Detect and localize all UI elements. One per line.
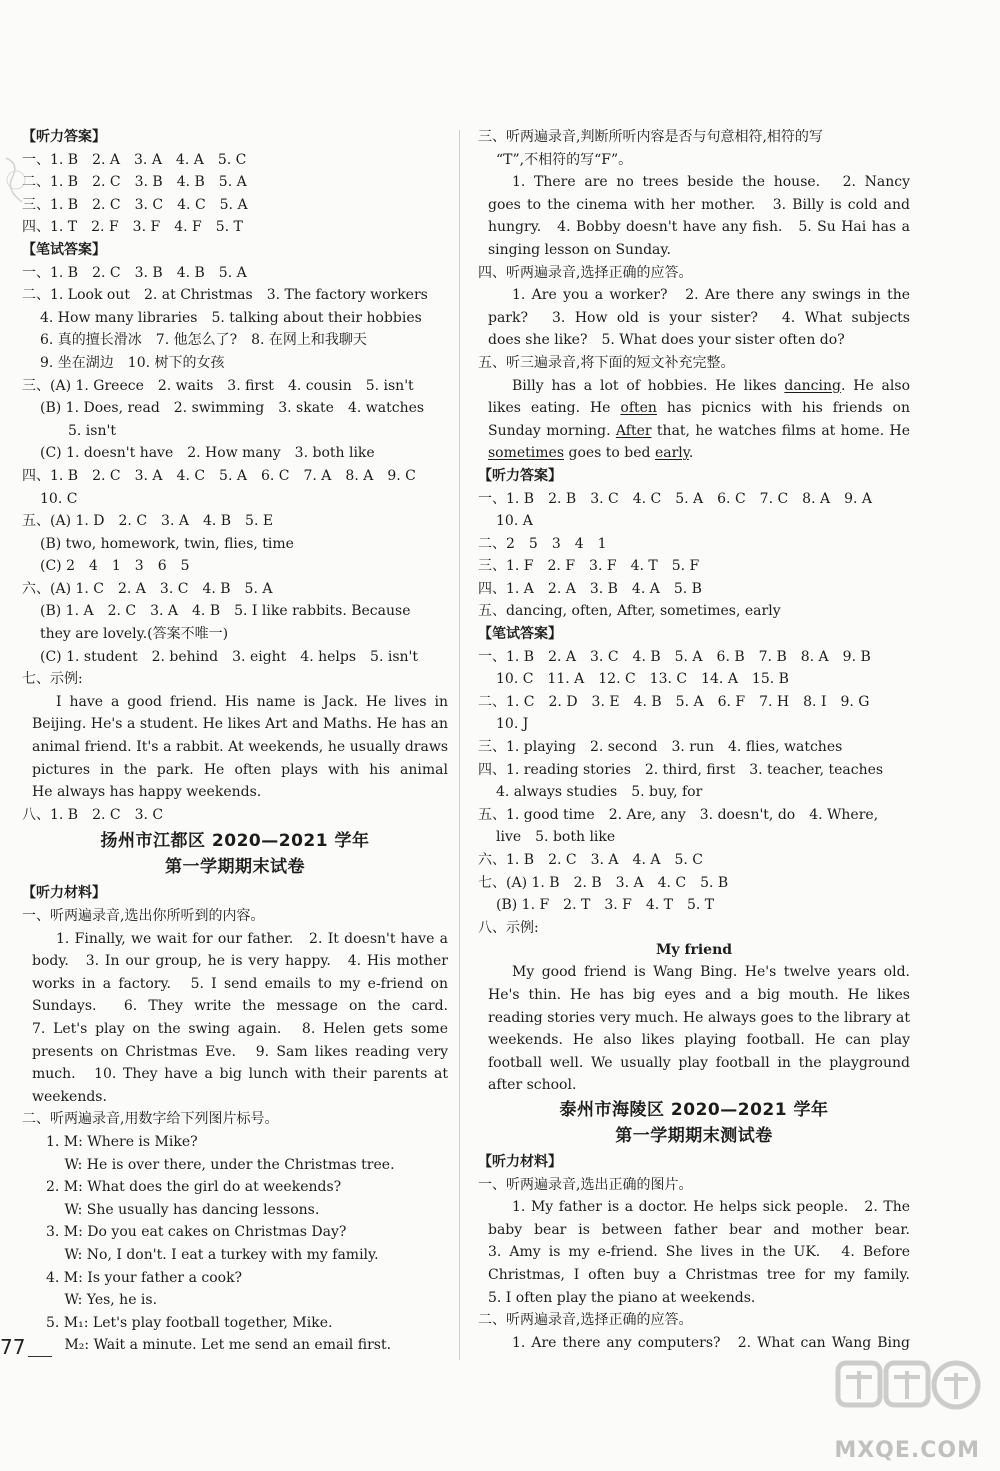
answer-line: 一、1. B 2. B 3. C 4. C 5. A 6. C 7. C 8. A 9. A [478, 490, 873, 507]
cloze-text: Sunday morning. [488, 422, 616, 439]
cloze-text: has picnics with his friends on [656, 400, 910, 417]
watermark-url: MXQE.COM [834, 1438, 980, 1463]
essay-line: He's thin. He has big eyes and a big mouth. He likes [488, 986, 910, 1003]
dialog-line: 3. M: Do you eat cakes on Christmas Day? [46, 1224, 347, 1241]
cloze-paragraph [478, 375, 910, 465]
listening-line: weekends. [32, 1088, 107, 1105]
listening-line: 7. Let's play on the swing again. 8. Helen gets some [32, 1020, 448, 1037]
answer-line: 6. 真的擅长滑冰 7. 他怎么了? 8. 在网上和我聊天 [40, 332, 367, 349]
cloze-text: Billy has a lot of hobbies. He likes [512, 377, 785, 394]
answer-line: 10. J [496, 716, 529, 733]
listening-line: singing lesson on Sunday. [488, 241, 671, 258]
cloze-text: . He also [840, 377, 910, 394]
essay-line: My good friend is Wang Bing. He's twelve years old. [512, 964, 910, 981]
cloze-answer: early [654, 445, 689, 462]
answer-line: (B) 1. Does, read 2. swimming 3. skate 4. watches [40, 400, 425, 417]
section-title: 扬州市江都区 2020—2021 学年 [100, 831, 370, 852]
answer-line: 八、1. B 2. C 3. C [22, 806, 164, 823]
dialog-line: W: He is over there, under the Christmas tree. [46, 1156, 395, 1173]
answer-line: 五、dancing, often, After, sometimes, early [478, 603, 781, 620]
section-label: “T”,不相符的写“F”。 [496, 151, 633, 168]
answer-line: (B) two, homework, twin, flies, time [40, 535, 294, 552]
answer-line: (B) 1. A 2. C 3. A 4. B 5. I like rabbits. Because [40, 603, 411, 620]
section-label: 二、听两遍录音,用数字给下列图片标号。 [22, 1111, 279, 1128]
answer-line: 二、1. B 2. C 3. B 4. B 5. A [22, 174, 247, 191]
section-subtitle: 第一学期期末试卷 [165, 857, 305, 878]
listening-line: 1. Are you a worker? 2. Are there any swings in the [512, 287, 910, 304]
example-label: 七、示例: [22, 671, 83, 688]
section-label: 一、听两遍录音,选出正确的图片。 [478, 1176, 693, 1193]
answer-line: 八、示例: [478, 919, 539, 936]
left-column [22, 126, 448, 1357]
dialog-line: W: She usually has dancing lessons. [46, 1201, 320, 1218]
answer-line: 【听力答案】 [22, 129, 106, 145]
answer-line: 【听力答案】 [478, 467, 562, 484]
answer-line: 四、1. T 2. F 3. F 4. F 5. T [22, 219, 243, 236]
answer-line: 四、1. reading stories 2. third, first 3. teacher, teaches [478, 761, 884, 778]
cloze-line [488, 420, 910, 443]
dialog-line: W: No, I don't. I eat a turkey with my family. [46, 1246, 379, 1263]
answer-line: 三、1. F 2. F 3. F 4. T 5. F [478, 558, 700, 575]
right-answer-block [478, 465, 910, 939]
cloze-line [488, 397, 910, 420]
answer-line: 4. How many libraries 5. talking about their hobbies [40, 309, 422, 326]
cloze-text: likes eating. He [488, 400, 621, 417]
listening-line: Sundays. 6. They write the message on the card. [32, 998, 448, 1015]
answer-line: 五、(A) 1. D 2. C 3. A 4. B 5. E [22, 513, 274, 530]
dialog-line: 4. M: Is your father a cook? [46, 1269, 243, 1286]
cloze-answer: After [615, 422, 652, 439]
dialog-line: 2. M: What does the girl do at weekends? [46, 1179, 342, 1196]
example-line: He always has happy weekends. [32, 784, 262, 801]
section-label: 四、听两遍录音,选择正确的应答。 [478, 264, 693, 281]
listening-line: 1. Finally, we wait for our father. 2. It doesn't have a [56, 930, 448, 947]
section-label: 二、听两遍录音,选择正确的应答。 [478, 1312, 693, 1329]
cloze-text: that, he watches films at home. He [651, 422, 910, 439]
essay-line: football well. We usually play football in the playground [488, 1054, 910, 1071]
right-column [478, 126, 910, 1354]
listening-line: works in a factory. 5. I send emails to my e-friend on [32, 975, 448, 992]
listening-line: 1. Are there any computers? 2. What can Wang Bing [512, 1334, 910, 1351]
answer-line: (C) 2 4 1 3 6 5 [40, 558, 190, 575]
cloze-answer: sometimes [488, 445, 565, 462]
answer-line: 9. 坐在湖边 10. 树下的女孩 [40, 354, 225, 371]
example-paragraph [22, 691, 448, 804]
essay-paragraph [478, 961, 910, 1097]
listening-line: much. 10. They have a big lunch with their parents at [32, 1066, 448, 1083]
essay-line: reading stories very much. He always goes to the library at [488, 1009, 910, 1026]
example-line: animal friend. It's a rabbit. At weekends, he usually draws [32, 739, 448, 756]
section-title: 泰州市海陵区 2020—2021 学年 [559, 1099, 829, 1120]
answer-line: 4. always studies 5. buy, for [496, 784, 703, 801]
essay-line: after school. [488, 1077, 577, 1094]
page-number: 77 [0, 1335, 26, 1359]
answer-line: 【笔试答案】 [22, 241, 106, 258]
section-label: 五、听三遍录音,将下面的短文补充完整。 [478, 354, 735, 371]
dialog-line: 5. M₁: Let's play football together, Mike. [46, 1314, 333, 1331]
cloze-line [488, 442, 910, 465]
answer-line: 10. A [496, 513, 533, 530]
material-label: 【听力材料】 [22, 885, 106, 902]
listening-paragraph [478, 284, 910, 352]
answer-line: they are lovely.(答案不唯一) [40, 626, 229, 643]
answer-line: live 5. both like [496, 829, 616, 846]
listening-line: body. 3. In our group, he is very happy. 4. His mother [32, 953, 448, 970]
listening-line: 3. Amy is my e-friend. She lives in the UK. 4. Before [488, 1244, 910, 1261]
answer-line: 一、1. B 2. C 3. B 4. B 5. A [22, 264, 247, 281]
answer-line: 二、1. Look out 2. at Christmas 3. The factory workers [22, 287, 428, 304]
answer-line: 10. C 11. A 12. C 13. C 14. A 15. B [496, 671, 789, 688]
answer-line: 七、(A) 1. B 2. B 3. A 4. C 5. B [478, 874, 729, 891]
material-label: 【听力材料】 [478, 1153, 562, 1170]
cloze-answer: often [620, 400, 657, 417]
section-label: 三、听两遍录音,判断所听内容是否与句意相符,相符的写 [478, 129, 823, 145]
cloze-line [488, 375, 910, 398]
section-subtitle: 第一学期期末测试卷 [615, 1125, 773, 1146]
answer-line: 10. C [40, 490, 78, 507]
listening-line: goes to the cinema with her mother. 3. Billy is cold and [488, 196, 910, 213]
answer-line: 五、1. good time 2. Are, any 3. doesn't, do 4. Where, [478, 806, 879, 823]
page-number-rule [28, 1356, 52, 1357]
dialog-block [22, 1131, 448, 1357]
section-label: 一、听两遍录音,选出你所听到的内容。 [22, 908, 265, 924]
cloze-text: goes to bed [564, 445, 655, 462]
essay-line: weekends. He also likes playing football. He can play [488, 1032, 910, 1049]
listening-paragraph [478, 171, 910, 261]
listening-paragraph [478, 1196, 910, 1309]
answer-line: 四、1. A 2. A 3. B 4. A 5. B [478, 580, 702, 597]
listening-line: 1. My father is a doctor. He helps sick people. 2. The [512, 1199, 910, 1216]
answer-line: 【笔试答案】 [478, 626, 562, 643]
answer-line: 一、1. B 2. A 3. A 4. A 5. C [22, 151, 247, 168]
column-divider [459, 130, 460, 1360]
answer-line: 四、1. B 2. C 3. A 4. C 5. A 6. C 7. A 8. A 9. C [22, 467, 416, 484]
answer-line: 三、(A) 1. Greece 2. waits 3. first 4. cousin 5. isn't [22, 377, 414, 394]
answer-line: 二、2 5 3 4 1 [478, 535, 607, 552]
essay-title: My friend [655, 942, 733, 959]
listening-line: park? 3. How old is your sister? 4. What subjects [488, 309, 910, 326]
listening-line: presents on Christmas Eve. 9. Sam likes reading very [32, 1043, 448, 1060]
left-answer-block [22, 126, 448, 668]
listening-line: 5. I often play the piano at weekends. [488, 1289, 756, 1306]
cloze-text: . [688, 445, 694, 462]
cloze-answer: dancing [784, 377, 841, 394]
dialog-line: W: Yes, he is. [46, 1292, 158, 1309]
listening-line: does she like? 5. What does your sister often do? [488, 332, 845, 349]
answer-line: (C) 1. doesn't have 2. How many 3. both like [40, 445, 375, 462]
answer-line: (B) 1. F 2. T 3. F 4. T 5. T [496, 897, 715, 914]
listening-line: 1. There are no trees beside the house. 2. Nancy [512, 174, 910, 191]
example-line: I have a good friend. His name is Jack. He lives in [56, 693, 448, 710]
answer-line: (C) 1. student 2. behind 3. eight 4. helps 5. isn't [40, 648, 419, 665]
answer-line: 三、1. B 2. C 3. C 4. C 5. A [22, 196, 248, 213]
answer-line: 三、1. playing 2. second 3. run 4. flies, watches [478, 739, 843, 756]
example-line: pictures in the park. He often plays with his animal [32, 761, 448, 778]
listening-line: Christmas, I often buy a Christmas tree for my family. [488, 1266, 910, 1283]
dialog-line: M₂: Wait a minute. Let me send an email first. [46, 1337, 392, 1354]
answer-line: 六、(A) 1. C 2. A 3. C 4. B 5. A [22, 580, 273, 597]
answer-line: 二、1. C 2. D 3. E 4. B 5. A 6. F 7. H 8. I 9. G [478, 693, 870, 710]
answer-line: 5. isn't [40, 422, 116, 439]
listening-line: hungry. 4. Bobby doesn't have any fish. 5. Su Hai has a [488, 219, 910, 236]
dialog-line: 1. M: Where is Mike? [46, 1133, 198, 1150]
answer-line: 一、1. B 2. A 3. C 4. B 5. A 6. B 7. B 8. A 9. B [478, 648, 871, 665]
listening-line: baby bear is between father bear and mother bear. [488, 1221, 910, 1238]
listening-paragraph [22, 928, 448, 1109]
answer-line: 六、1. B 2. C 3. A 4. A 5. C [478, 852, 703, 868]
example-line: Beijing. He's a student. He likes Art and Maths. He has an [32, 716, 448, 733]
